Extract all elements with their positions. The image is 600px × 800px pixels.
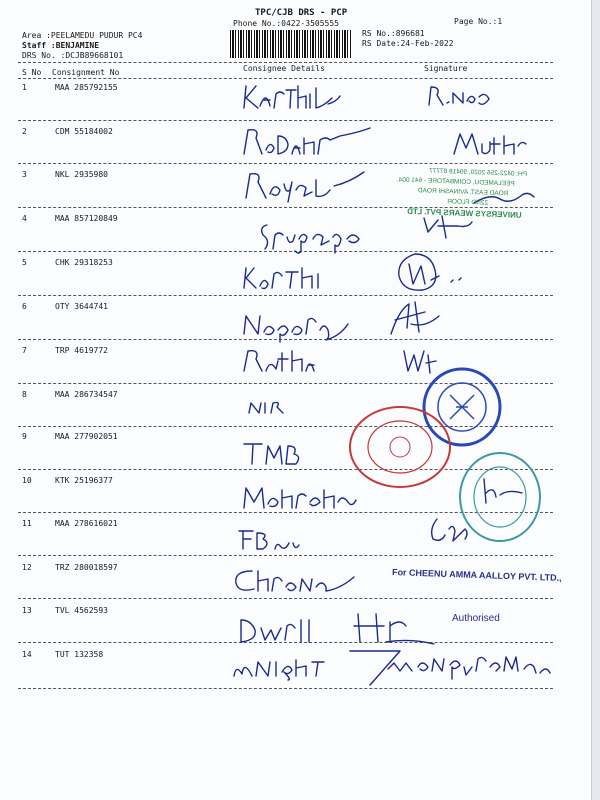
header-rule-bottom xyxy=(18,78,553,79)
row-sno: 13 xyxy=(22,606,32,615)
row-consignment-number: KTK 25196377 xyxy=(55,476,113,485)
handwriting-row-6 xyxy=(240,308,355,338)
row-divider xyxy=(18,339,553,340)
row-sno: 10 xyxy=(22,476,32,485)
area-label: Area :PEELAMEDU PUDUR PC4 xyxy=(22,31,143,40)
row-consignment-number: CDM 55184002 xyxy=(55,127,113,136)
row-divider xyxy=(18,295,553,296)
row-consignment-number: NKL 2935980 xyxy=(55,170,108,179)
col-consignment: Consignment No xyxy=(52,68,120,77)
page-edge xyxy=(591,0,600,800)
row-sno: 8 xyxy=(22,390,27,399)
row-consignment-number: CHK 29318253 xyxy=(55,258,113,267)
col-signature: Signature xyxy=(424,64,468,73)
handwriting-row-9 xyxy=(240,438,310,468)
authorised-label: Authorised xyxy=(452,613,500,624)
signature-row-6 xyxy=(385,298,445,338)
phone-number: Phone No.:0422-3505555 xyxy=(233,19,339,28)
signature-row-13 xyxy=(350,608,440,648)
row-consignment-number: TRZ 280018597 xyxy=(55,563,118,572)
handwriting-row-3 xyxy=(240,168,370,202)
rs-date: RS Date:24-Feb-2022 xyxy=(362,39,454,48)
row-consignment-number: MAA 857120849 xyxy=(55,214,118,223)
handwriting-row-10 xyxy=(240,480,360,512)
handwriting-row-1 xyxy=(240,82,350,112)
signature-row-1 xyxy=(425,85,495,107)
row-sno: 5 xyxy=(22,258,27,267)
staff-label: Staff :BENJAMINE xyxy=(22,41,100,50)
stamp-line-2: 22ND FLOOR xyxy=(447,198,489,207)
handwriting-row-8 xyxy=(245,395,305,417)
row-divider xyxy=(18,163,553,164)
row-consignment-number: TRP 4619772 xyxy=(55,346,108,355)
signature-row-2 xyxy=(450,130,530,156)
handwriting-row-13 xyxy=(235,612,325,646)
row-consignment-number: TVL 4562593 xyxy=(55,606,108,615)
row-sno: 7 xyxy=(22,346,27,355)
company-address-stamp xyxy=(351,165,533,241)
row-divider xyxy=(18,120,553,121)
stamp-line-3: ROAD EAST, AVINASHI ROAD xyxy=(417,187,509,198)
col-sno: S No xyxy=(22,68,42,77)
handwriting-row-11 xyxy=(235,525,305,551)
signature-row-14 xyxy=(340,645,565,690)
drs-number: DRS No. :DCJB89668101 xyxy=(22,51,124,60)
row-consignment-number: MAA 278616021 xyxy=(55,519,118,528)
row-sno: 4 xyxy=(22,214,27,223)
teal-round-seal xyxy=(455,450,545,545)
handwriting-row-12 xyxy=(230,565,360,597)
row-consignment-number: TUT 132358 xyxy=(55,650,104,659)
row-consignment-number: MAA 277902051 xyxy=(55,432,118,441)
col-consignee: Consignee Details xyxy=(243,64,325,73)
row-consignment-number: OTY 3644741 xyxy=(55,302,108,311)
document-title: TPC/CJB DRS - PCP xyxy=(255,8,348,18)
company-stamp: For CHEENU AMMA AALLOY PVT. LTD., xyxy=(391,567,562,583)
row-sno: 14 xyxy=(22,650,32,659)
signature-row-5 xyxy=(395,250,475,295)
handwriting-row-7 xyxy=(240,345,340,375)
stamp-line-1: UNIVERSYS WEARS PVT. LTD xyxy=(407,206,522,220)
row-consignment-number: MAA 286734547 xyxy=(55,390,118,399)
barcode xyxy=(230,30,352,58)
stamp-line-5: PH: 0422-256 2020, 99418 87777 xyxy=(429,167,528,178)
row-divider xyxy=(18,598,553,599)
stamp-line-4: PEELAMEDU, COIMBATORE - 641 004. xyxy=(396,176,515,188)
handwriting-row-14 xyxy=(230,652,340,680)
handwriting-row-5 xyxy=(240,262,340,292)
row-sno: 9 xyxy=(22,432,27,441)
row-sno: 11 xyxy=(22,519,32,528)
rs-number: RS No.:896681 xyxy=(362,29,425,38)
red-round-seal xyxy=(345,400,455,495)
handwriting-row-2 xyxy=(240,126,380,158)
row-divider xyxy=(18,555,553,556)
row-consignment-number: MAA 285792155 xyxy=(55,83,118,92)
row-sno: 2 xyxy=(22,127,27,136)
row-sno: 3 xyxy=(22,170,27,179)
header-rule-top xyxy=(18,62,553,63)
row-sno: 1 xyxy=(22,83,27,92)
page-number: Page No.:1 xyxy=(454,17,503,26)
row-sno: 12 xyxy=(22,563,32,572)
row-sno: 6 xyxy=(22,302,27,311)
